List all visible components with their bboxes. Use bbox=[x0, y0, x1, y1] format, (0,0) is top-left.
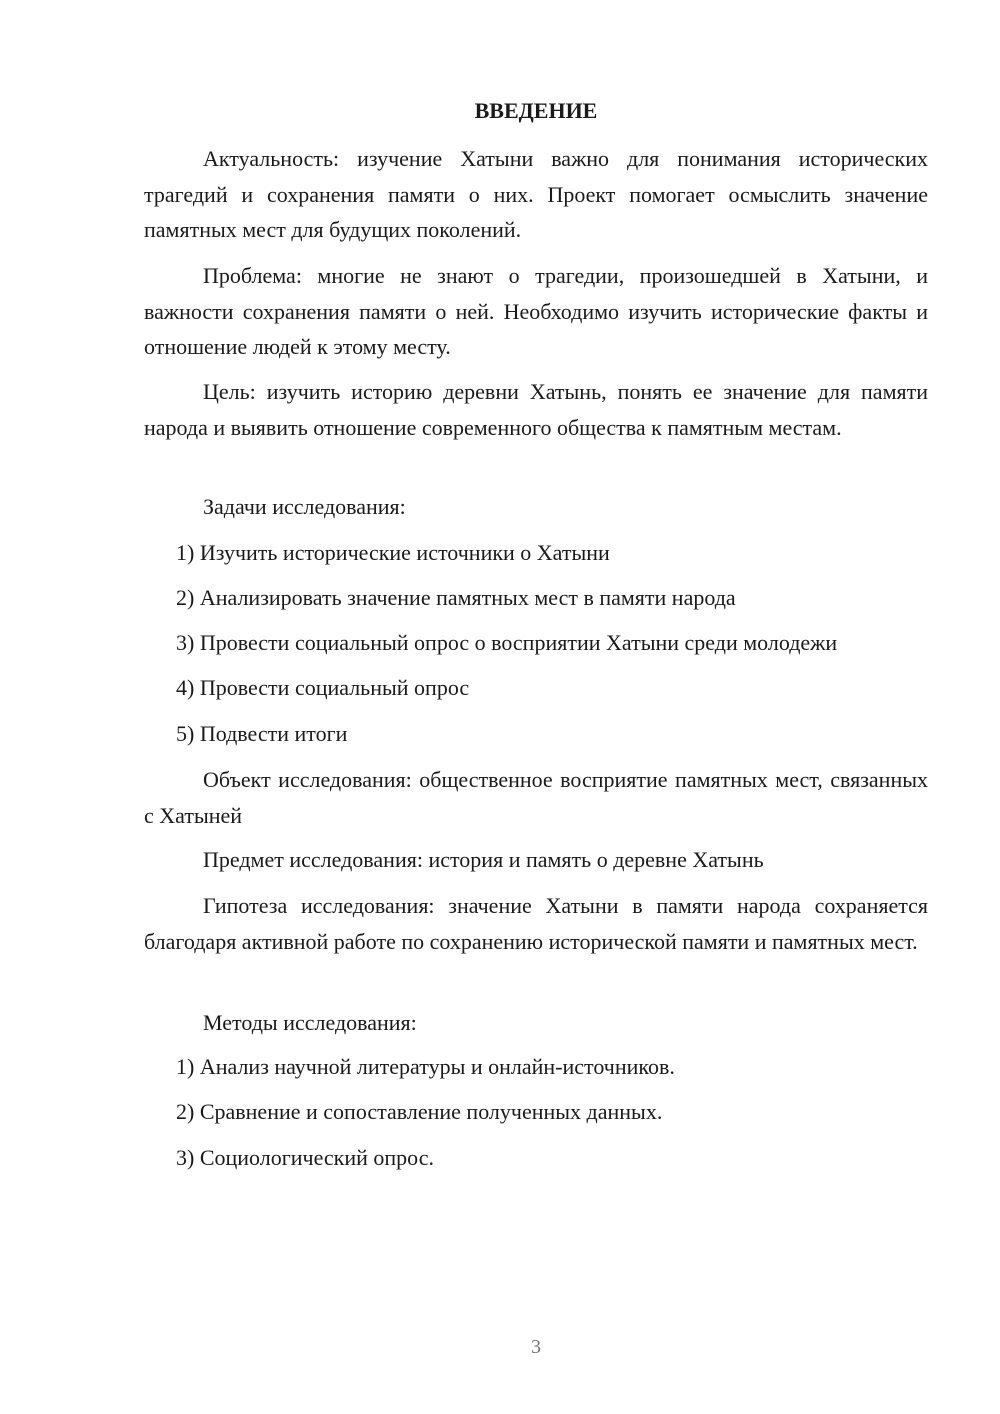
method-item: 3) Социологический опрос. bbox=[176, 1145, 434, 1170]
task-item: 5) Подвести итоги bbox=[176, 721, 348, 746]
subject-paragraph: Предмет исследования: история и память о деревне Хатынь bbox=[203, 847, 764, 872]
task-item: 1) Изучить исторические источники о Хатыни bbox=[176, 540, 610, 565]
methods-heading: Методы исследования: bbox=[203, 1010, 417, 1035]
method-item: 2) Сравнение и сопоставление полученных данных. bbox=[176, 1099, 663, 1124]
hypothesis-paragraph: Гипотеза исследования: значение Хатыни в памяти народа сохраняется благодаря активной работе по сохранению исторической памяти и памятных мест. bbox=[144, 893, 928, 954]
tasks-heading: Задачи исследования: bbox=[203, 494, 406, 519]
section-title: ВВЕДЕНИЕ bbox=[474, 98, 598, 123]
relevance-paragraph: Актуальность: изучение Хатыни важно для понимания исторических трагедий и сохранения памяти о них. Проект помогает осмыслить значение памятных мест для будущих поколений. bbox=[144, 146, 928, 242]
task-item: 3) Провести социальный опрос о восприятии Хатыни среди молодежи bbox=[176, 630, 838, 655]
goal-paragraph: Цель: изучить историю деревни Хатынь, понять ее значение для памяти народа и выявить отношение современного общества к памятным местам. bbox=[144, 379, 928, 440]
method-item: 1) Анализ научной литературы и онлайн-источников. bbox=[176, 1054, 675, 1079]
page-number: 3 bbox=[531, 1336, 541, 1358]
task-item: 4) Провести социальный опрос bbox=[176, 675, 470, 700]
problem-paragraph: Проблема: многие не знают о трагедии, произошедшей в Хатыни, и важности сохранения памяти о ней. Необходимо изучить исторические факты и отношение людей к этому месту. bbox=[144, 263, 928, 359]
task-item: 2) Анализировать значение памятных мест в памяти народа bbox=[176, 585, 736, 610]
object-paragraph: Объект исследования: общественное восприятие памятных мест, связанных с Хатыней bbox=[144, 767, 928, 828]
